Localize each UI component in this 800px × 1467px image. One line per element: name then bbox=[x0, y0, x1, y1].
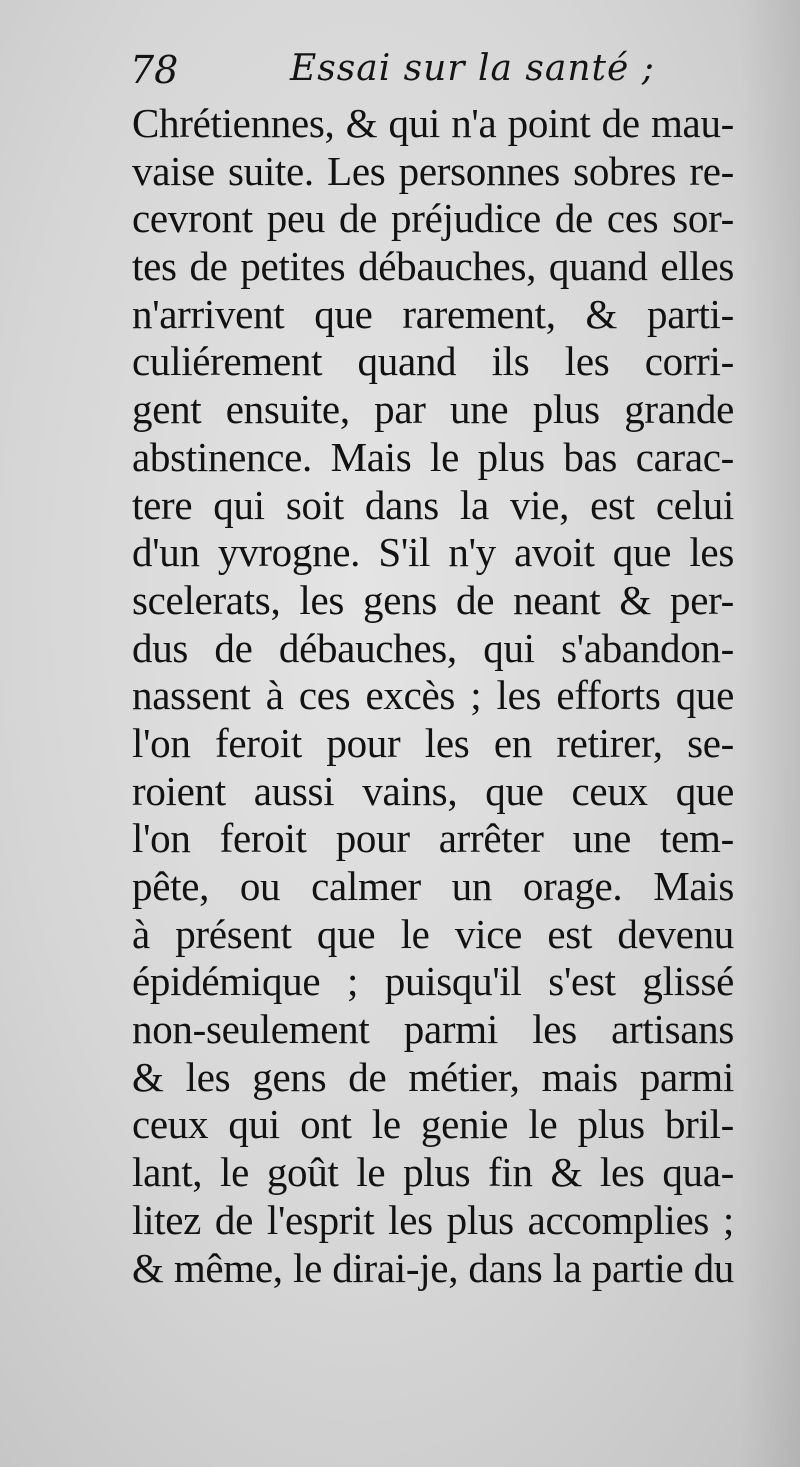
page-number: 78 bbox=[130, 48, 179, 92]
text-line: scelerats, les gens de neant & per- bbox=[132, 576, 734, 623]
text-line: & même, le dirai-je, dans la partie du bbox=[132, 1244, 734, 1291]
text-line: vaise suite. Les personnes sobres re- bbox=[132, 147, 734, 194]
text-line: épidémique ; puisqu'il s'est glissé bbox=[132, 958, 734, 1005]
page-header bbox=[130, 40, 730, 100]
text-line: d'un yvrogne. S'il n'y avoit que les bbox=[132, 529, 734, 576]
text-line: cevront peu de préjudice de ces sor- bbox=[132, 195, 734, 242]
text-line: roient aussi vains, que ceux que bbox=[132, 767, 734, 814]
text-line: Chrétiennes, & qui n'a point de mau- bbox=[132, 100, 734, 146]
text-line: pête, ou calmer un orage. Mais bbox=[132, 863, 734, 909]
body-text bbox=[132, 100, 734, 1292]
text-line: litez de l'esprit les plus accomplies ; bbox=[132, 1196, 734, 1243]
text-line: abstinence. Mais le plus bas carac- bbox=[132, 433, 734, 480]
text-line: culiérement quand ils les corri- bbox=[132, 338, 734, 385]
text-line: nassent à ces excès ; les efforts que bbox=[132, 672, 734, 719]
text-line: à présent que le vice est devenu bbox=[132, 910, 734, 957]
running-head: Essai sur la santé ; bbox=[290, 48, 655, 89]
text-line: lant, le goût le plus fin & les qua- bbox=[132, 1149, 734, 1196]
text-line: gent ensuite, par une plus grande bbox=[132, 386, 734, 433]
text-line: non-seulement parmi les artisans bbox=[132, 1006, 734, 1053]
text-line: tere qui soit dans la vie, est celui bbox=[132, 481, 734, 528]
text-line: l'on feroit pour les en retirer, se- bbox=[132, 719, 734, 766]
text-line: ceux qui ont le genie le plus bril- bbox=[132, 1101, 734, 1148]
page-edge-shadow bbox=[740, 0, 800, 1467]
text-line: l'on feroit pour arrêter une tem- bbox=[132, 815, 734, 862]
text-line: dus de débauches, qui s'abandon- bbox=[132, 624, 734, 671]
text-line: n'arrivent que rarement, & parti- bbox=[132, 290, 734, 337]
text-line: & les gens de métier, mais parmi bbox=[132, 1053, 734, 1100]
text-line: tes de petites débauches, quand elles bbox=[132, 243, 734, 290]
